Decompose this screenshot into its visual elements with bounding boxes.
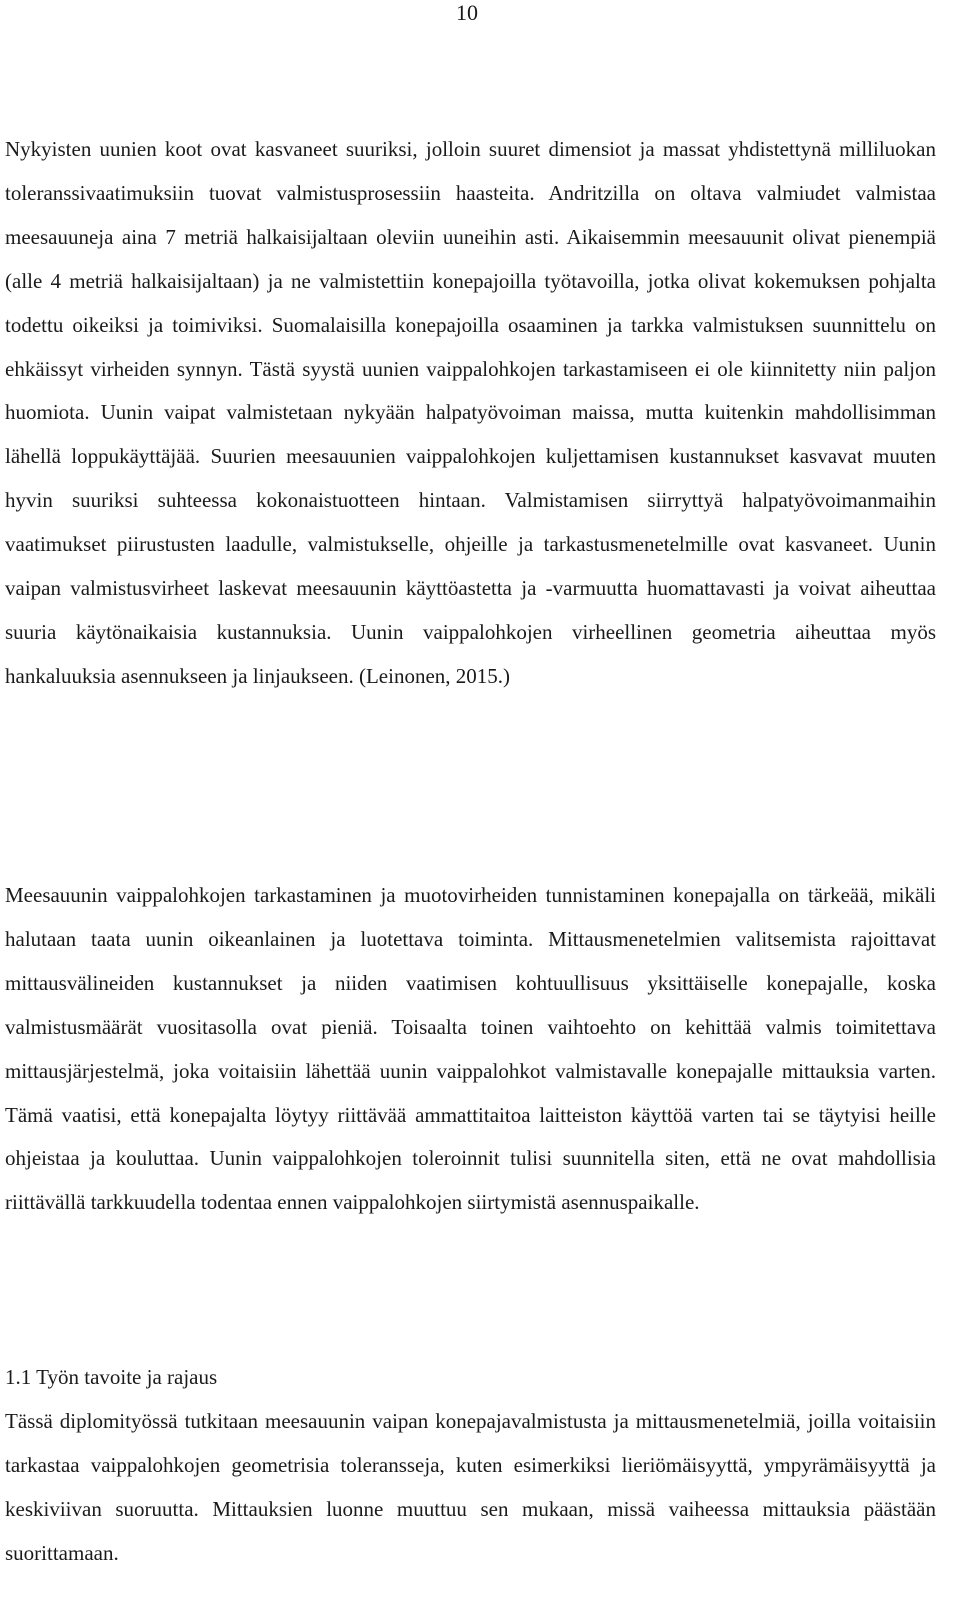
section-paragraph: Tässä diplomityössä tutkitaan meesauunin vaipan konepajavalmistusta ja mittausmenetelmiä, joilla voitaisiin tarkastaa vaippalohkojen geometrisia toleransseja, kuten esimerkiksi lieriömäisyyttä, ympyrämäisyyttä ja keskiviivan suoruutta. Mittauksien luonne muuttuu sen mukaan, missä vaiheessa mittauksia päästään suorittamaan.: [5, 1409, 936, 1565]
paragraph-inspection: Meesauunin vaippalohkojen tarkastaminen ja muotovirheiden tunnistaminen konepajalla on tärkeää, mikäli halutaan taata uunin oikeanlainen ja luotettava toiminta. Mittausmenetelmien valitsemista rajoittavat mittausvälineiden kustannukset ja niiden vaatimisen kohtuullisuus yksittäiselle konepajalle, koska valmistusmäärät vuositasolla ovat pieniä. Toisaalta toinen vaihtoehto on kehittää valmis toimitettava mittausjärjestelmä, joka voitaisiin lähettää uunin vaippalohkot valmistavalle konepajalle mittauksia varten. Tämä vaatisi, että konepajalta löytyy riittävää ammattitaitoa laitteiston käyttöä varten tai se täytyisi heille ohjeistaa ja kouluttaa. Uunin vaippalohkojen toleroinnit tulisi suunnitella siten, että ne ovat mahdollisia riittävällä tarkkuudella todentaa ennen vaippalohkojen siirtymistä asennuspaikalle.: [5, 883, 936, 1215]
page-number: 10: [456, 0, 478, 25]
paragraph-intro: Nykyisten uunien koot ovat kasvaneet suuriksi, jolloin suuret dimensiot ja massat yhdistettynä milliluokan toleranssivaatimuksiin tuovat valmistusprosessiin haasteita. Andritzilla on oltava valmiudet valmistaa meesauuneja aina 7 metriä halkaisijaltaan oleviin uuneihin asti. Aikaisemmin meesauunit olivat pienempiä (alle 4 metriä halkaisijaltaan) ja ne valmistettiin konepajoilla työtavoilla, jotka olivat kokemuksen pohjalta todettu oikeiksi ja toimiviksi. Suomalaisilla konepajoilla osaaminen ja tarkka valmistuksen suunnittelu on ehkäissyt virheiden synnyn. Tästä syystä uunien vaippalohkojen tarkastamiseen ei ole kiinnitetty niin paljon huomiota. Uunin vaipat valmistetaan nykyään halpatyövoiman maissa, mutta kuitenkin mahdollisimman lähellä loppukäyttäjää. Suurien meesauunien vaippalohkojen kuljettamisen kustannukset kasvavat muuten hyvin suuriksi suhteessa kokonaistuotteen hintaan. Valmistamisen siirryttyä halpatyövoimanmaihin vaatimukset piirustusten laadulle, valmistukselle, ohjeille ja tarkastusmenetelmille ovat kasvaneet. Uunin vaipan valmistusvirheet laskevat meesauunin käyttöastetta ja -varmuutta huomattavasti ja voivat aiheuttaa suuria käytönaikaisia kustannuksia. Uunin vaippalohkojen virheellinen geometria aiheuttaa myös hankaluuksia asennukseen ja linjaukseen. (Leinonen, 2015.): [5, 137, 936, 688]
section-heading: 1.1 Työn tavoite ja rajaus: [5, 1365, 218, 1389]
